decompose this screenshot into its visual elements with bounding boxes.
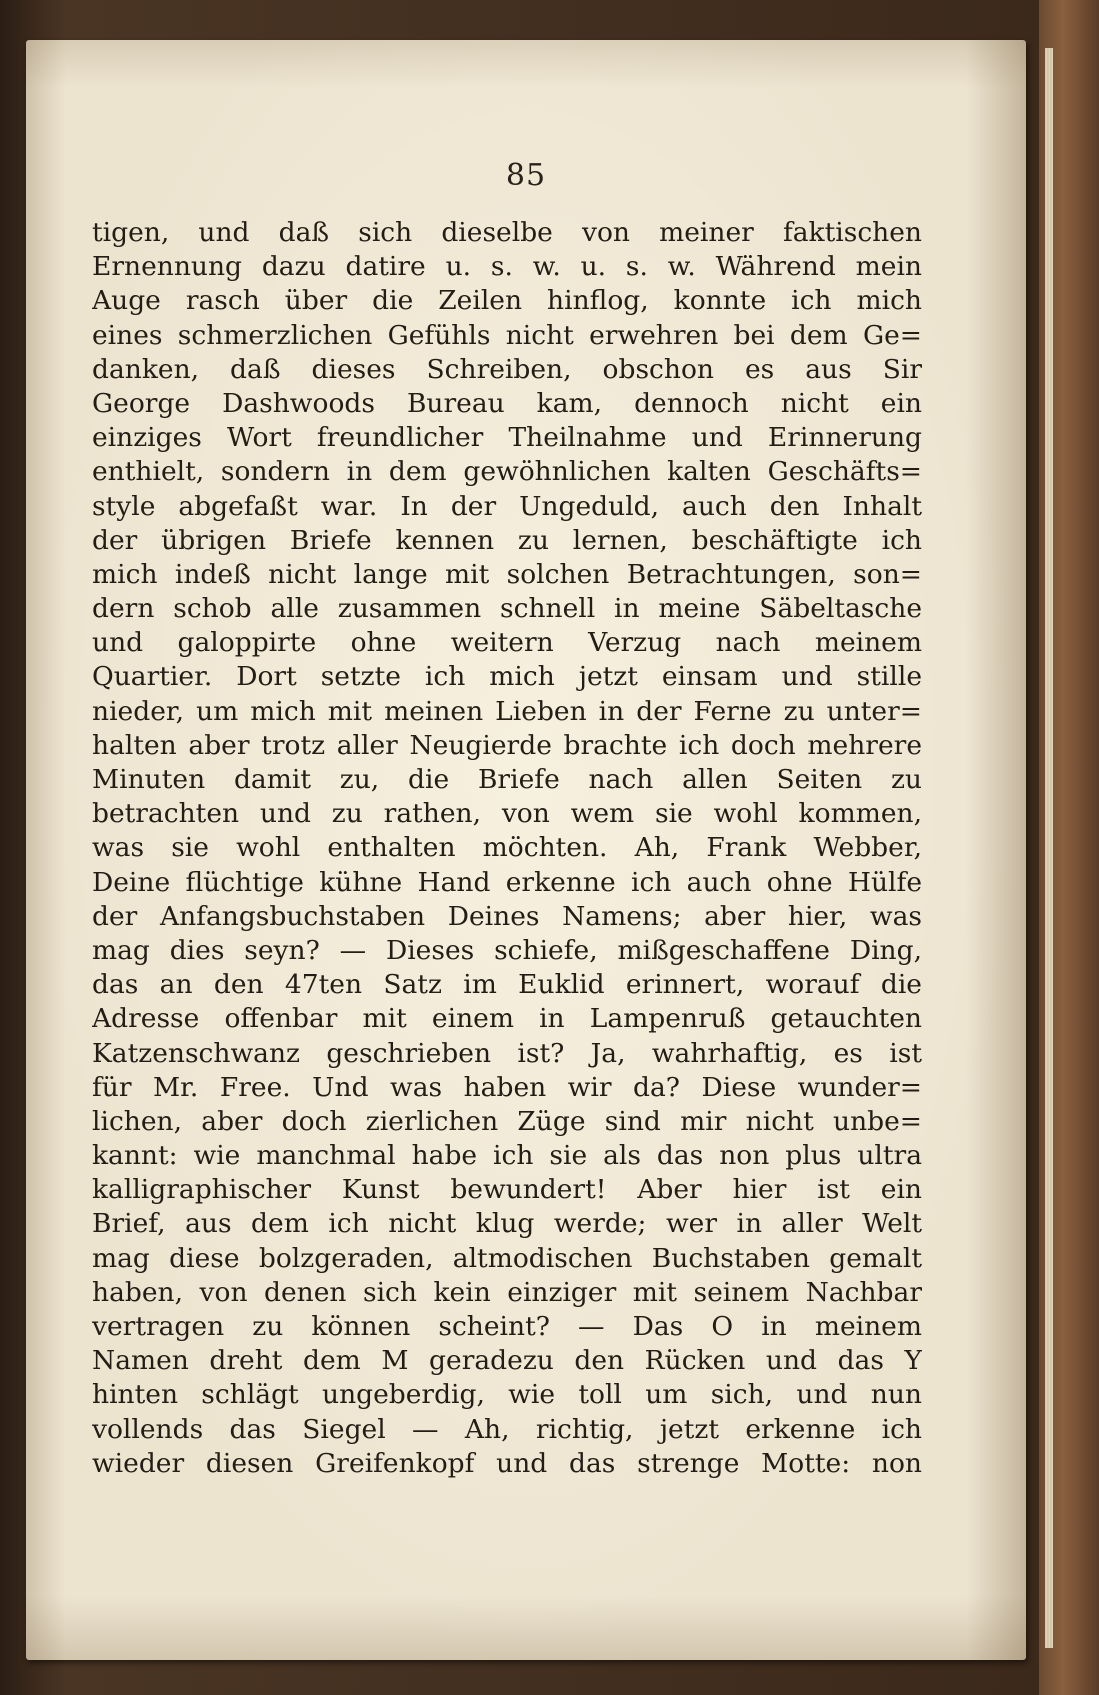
text-line: kalligraphischer Kunst bewundert! Aber hier ist ein	[92, 1174, 922, 1206]
text-line: style abgefaßt war. In der Ungeduld, auch den Inhalt	[92, 490, 922, 522]
text-line: Deine flüchtige kühne Hand erkenne ich auch ohne Hülfe	[92, 866, 922, 898]
text-line: vertragen zu können scheint? — Das O in meinem	[92, 1311, 922, 1342]
text-line: wieder diesen Greifenkopf und das strenge Motte: non	[92, 1447, 922, 1479]
text-line: der Anfangsbuchstaben Deines Namens; aber hier, was	[92, 900, 922, 932]
text-line: mich indeß nicht lange mit solchen Betrachtungen, son=	[92, 558, 922, 590]
body-text	[92, 216, 922, 1481]
text-line: tigen, und daß sich dieselbe von meiner faktischen	[92, 217, 922, 248]
text-line: Ernennung dazu datire u. s. w. u. s. w. Während mein	[92, 251, 922, 283]
text-line: Minuten damit zu, die Briefe nach allen Seiten zu	[92, 764, 922, 795]
text-line: einziges Wort freundlicher Theilnahme und Erinnerung	[92, 422, 922, 454]
text-line: dern schob alle zusammen schnell in meine Säbeltasche	[92, 593, 922, 625]
text-line: enthielt, sondern in dem gewöhnlichen kalten Geschäfts=	[92, 456, 922, 488]
text-line: halten aber trotz aller Neugierde brachte ich doch mehrere	[92, 729, 922, 761]
text-line: der übrigen Briefe kennen zu lernen, beschäftigte ich	[92, 524, 922, 556]
text-line: mag dies seyn? — Dieses schiefe, mißgeschaffene Ding,	[92, 934, 922, 966]
text-line: nieder, um mich mit meinen Lieben in der Ferne zu unter=	[92, 695, 922, 727]
text-line: danken, daß dieses Schreiben, obschon es aus Sir	[92, 353, 922, 385]
text-line: Adresse offenbar mit einem in Lampenruß getauchten	[92, 1003, 922, 1035]
text-line: das an den 47ten Satz im Euklid erinnert, worauf die	[92, 969, 922, 1001]
text-line: hinten schlägt ungeberdig, wie toll um sich, und nun	[92, 1379, 922, 1411]
page-edges	[1045, 48, 1053, 1648]
text-line: kannt: wie manchmal habe ich sie als das non plus ultra	[92, 1140, 922, 1172]
text-line: und galoppirte ohne weitern Verzug nach meinem	[92, 627, 922, 659]
text-line: mag diese bolzgeraden, altmodischen Buchstaben gemalt	[92, 1242, 922, 1274]
text-line: eines schmerzlichen Gefühls nicht erwehren bei dem Ge=	[92, 319, 922, 351]
text-line: Auge rasch über die Zeilen hinflog, konnte ich mich	[92, 285, 922, 317]
text-line: vollends das Siegel — Ah, richtig, jetzt erkenne ich	[92, 1413, 922, 1445]
text-line: Katzenschwanz geschrieben ist? Ja, wahrhaftig, es ist	[92, 1037, 922, 1069]
text-line: haben, von denen sich kein einziger mit seinem Nachbar	[92, 1276, 922, 1308]
text-line: betrachten und zu rathen, von wem sie wohl kommen,	[92, 798, 922, 830]
text-line: Brief, aus dem ich nicht klug werde; wer in aller Welt	[92, 1208, 922, 1240]
text-line: Quartier. Dort setzte ich mich jetzt einsam und stille	[92, 661, 922, 693]
text-line: lichen, aber doch zierlichen Züge sind mir nicht unbe=	[92, 1105, 922, 1137]
text-line: was sie wohl enthalten möchten. Ah, Frank Webber,	[92, 832, 922, 864]
text-line: für Mr. Free. Und was haben wir da? Diese wunder=	[92, 1071, 922, 1103]
book-page	[26, 40, 1026, 1660]
text-line: Namen dreht dem M geradezu den Rücken und das Y	[92, 1345, 922, 1377]
text-line: George Dashwoods Bureau kam, dennoch nicht ein	[92, 387, 922, 419]
page-number: 85	[505, 158, 547, 193]
